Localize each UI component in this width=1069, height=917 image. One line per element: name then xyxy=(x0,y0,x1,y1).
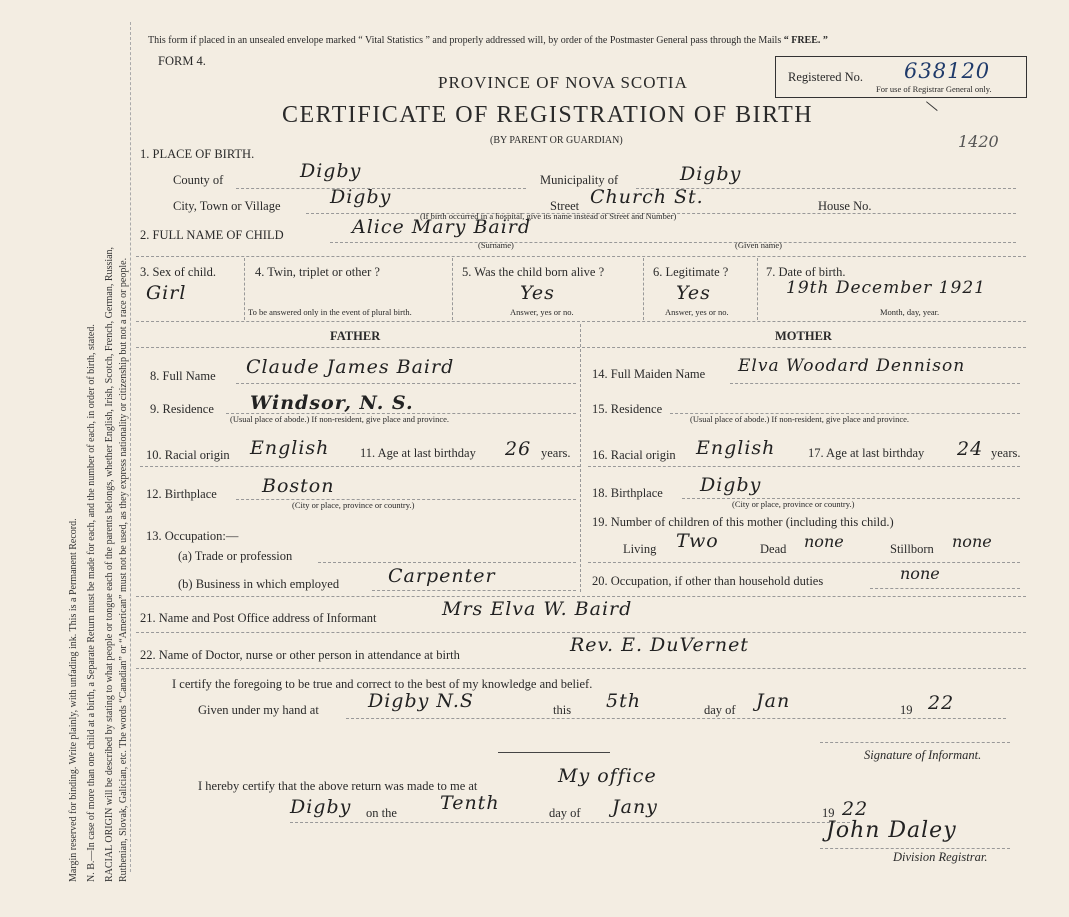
mother-living-value: Two xyxy=(676,530,719,552)
mother-years: years. xyxy=(991,446,1021,460)
father-years: years. xyxy=(541,446,571,460)
given-label: Given under my hand at xyxy=(198,703,319,717)
informant-value: Mrs Elva W. Baird xyxy=(442,598,633,620)
alive-value: Yes xyxy=(520,282,555,304)
mother-dead-label: Dead xyxy=(760,542,787,556)
father-residence-label: 9. Residence xyxy=(150,402,214,416)
legit-label: 6. Legitimate ? xyxy=(653,265,729,279)
margin-line-3: RACIAL ORIGIN will be described by stating to what people or tongue each of the parents belongs, whether English, Irish, Scotch, French, German, Russian, xyxy=(104,246,115,882)
registrar-year-prefix: 19 xyxy=(822,806,835,820)
mother-birthplace-note: (City or place, province or country.) xyxy=(732,499,855,509)
mother-birthplace-value: Digby xyxy=(700,474,762,496)
mail-free: “ FREE. ” xyxy=(783,35,828,46)
registrar-place: My office xyxy=(558,765,657,787)
margin-line-2: N. B.—In case of more than one child at a birth, a Separate Return must be made for each, and the number of each, in order of birth, stated. xyxy=(86,324,97,882)
legit-value: Yes xyxy=(676,282,711,304)
mail-notice-text: This form if placed in an unsealed envelope marked “ Vital Statistics ” and properly addressed will, by order of the Postmaster General pass through the Mails xyxy=(148,35,784,46)
month-value: Jan xyxy=(756,690,791,712)
margin-divider xyxy=(130,22,131,872)
mother-residence-note: (Usual place of abode.) If non-resident, give place and province. xyxy=(690,414,910,424)
this-value: 5th xyxy=(606,690,641,712)
form-number: FORM 4. xyxy=(158,54,206,68)
registrar-day: Tenth xyxy=(440,792,500,814)
date-label: 7. Date of birth. xyxy=(766,265,846,279)
signature-label: Signature of Informant. xyxy=(864,748,982,762)
mother-stillborn-value: none xyxy=(952,532,992,551)
mother-age-value: 24 xyxy=(957,438,984,460)
county-value: Digby xyxy=(300,160,362,182)
mother-residence-label: 15. Residence xyxy=(592,402,663,416)
mother-age-label: 17. Age at last birthday xyxy=(808,446,925,460)
margin-line-1: Margin reserved for binding. Write plainly, with unfading ink. This is a Permanent Record. xyxy=(68,518,79,882)
child-name-label: 2. FULL NAME OF CHILD xyxy=(140,228,284,242)
father-heading: FATHER xyxy=(330,329,381,343)
father-trade-label: (a) Trade or profession xyxy=(178,549,293,563)
date-note: Month, day, year. xyxy=(880,307,940,317)
day-of-label: day of xyxy=(704,703,736,717)
father-business-label: (b) Business in which employed xyxy=(178,577,340,591)
father-name-value: Claude James Baird xyxy=(246,356,455,378)
registrar-month: Jany xyxy=(612,796,658,818)
mother-occupation-label: 20. Occupation, if other than household duties xyxy=(592,574,824,588)
father-racial-label: 10. Racial origin xyxy=(146,448,230,462)
this-label: this xyxy=(553,703,572,717)
father-name-label: 8. Full Name xyxy=(150,369,216,383)
informant-label: 21. Name and Post Office address of Informant xyxy=(140,611,377,625)
legit-note: Answer, yes or no. xyxy=(665,307,729,317)
registrar-on-the: on the xyxy=(366,806,397,820)
alive-label: 5. Was the child born alive ? xyxy=(462,265,605,279)
father-occupation-label: 13. Occupation:— xyxy=(146,529,239,543)
father-age-value: 26 xyxy=(505,438,532,460)
municipality-value: Digby xyxy=(680,163,742,185)
mother-heading: MOTHER xyxy=(775,329,832,343)
form-frame xyxy=(136,28,1028,878)
twin-label: 4. Twin, triplet or other ? xyxy=(255,265,380,279)
given-place: Digby N.S xyxy=(368,690,474,712)
house-label: House No. xyxy=(818,199,872,213)
doctor-value: Rev. E. DuVernet xyxy=(570,634,749,656)
sex-label: 3. Sex of child. xyxy=(140,265,217,279)
pencil-mark: / xyxy=(921,99,944,113)
father-birthplace-value: Boston xyxy=(262,475,335,497)
father-business-value: Carpenter xyxy=(388,565,496,587)
certificate-subtitle: (BY PARENT OR GUARDIAN) xyxy=(490,135,623,146)
province-title: PROVINCE OF NOVA SCOTIA xyxy=(438,73,688,92)
county-label: County of xyxy=(173,173,224,187)
registered-label: Registered No. xyxy=(788,70,863,84)
year-prefix: 19 xyxy=(900,703,913,717)
mother-name-label: 14. Full Maiden Name xyxy=(592,367,706,381)
registrar-title: Division Registrar. xyxy=(893,850,988,864)
registrar-year: 22 xyxy=(842,798,869,820)
doctor-label: 22. Name of Doctor, nurse or other person in attendance at birth xyxy=(140,648,460,662)
father-birthplace-label: 12. Birthplace xyxy=(146,487,217,501)
margin-line-4: Ruthenian, Slovak, Galician, etc. The words “Canadian” or “American” must not be used, as they express nationality or citizenship but not a race or people. xyxy=(118,257,129,882)
child-name-value: Alice Mary Baird xyxy=(352,216,532,238)
street-label: Street xyxy=(550,199,580,213)
year-value: 22 xyxy=(928,692,955,714)
mother-occupation-value: none xyxy=(900,564,940,583)
city-label: City, Town or Village xyxy=(173,199,281,213)
mother-dead-value: none xyxy=(804,532,844,551)
mother-stillborn-label: Stillborn xyxy=(890,542,934,556)
place-of-birth-label: 1. PLACE OF BIRTH. xyxy=(140,147,255,161)
alive-note: Answer, yes or no. xyxy=(510,307,574,317)
twin-note: To be answered only in the event of plural birth. xyxy=(248,307,412,317)
mother-living-label: Living xyxy=(623,542,657,556)
registrar-statement: I hereby certify that the above return was made to me at xyxy=(198,779,478,793)
mother-birthplace-label: 18. Birthplace xyxy=(592,486,663,500)
corner-number: 1420 xyxy=(958,132,999,151)
given-note: (Given name) xyxy=(735,240,782,250)
hospital-note: (If birth occurred in a hospital, give its name instead of Street and Number) xyxy=(420,211,677,221)
registered-number: 638120 xyxy=(904,59,991,83)
mother-name-value: Elva Woodard Dennison xyxy=(738,356,966,376)
certificate-title: CERTIFICATE OF REGISTRATION OF BIRTH xyxy=(282,102,814,128)
father-age-label: 11. Age at last birthday xyxy=(360,446,476,460)
mother-racial-value: English xyxy=(696,437,776,459)
registrar-day-of: day of xyxy=(549,806,581,820)
street-value: Church St. xyxy=(590,186,704,208)
registrar-town: Digby xyxy=(290,796,352,818)
registrar-signature: John Daley xyxy=(826,818,957,843)
municipality-label: Municipality of xyxy=(540,173,619,187)
father-residence-value: Windsor, N. S. xyxy=(250,392,414,414)
mother-children-label: 19. Number of children of this mother (including this child.) xyxy=(592,515,894,529)
certify-statement: I certify the foregoing to be true and correct to the best of my knowledge and belief. xyxy=(172,677,593,691)
registered-note: For use of Registrar General only. xyxy=(876,84,992,94)
date-value: 19th December 1921 xyxy=(786,278,986,298)
mother-racial-label: 16. Racial origin xyxy=(592,448,676,462)
father-racial-value: English xyxy=(250,437,330,459)
surname-note: (Surname) xyxy=(478,240,514,250)
sex-value: Girl xyxy=(146,282,187,304)
father-birthplace-note: (City or place, province or country.) xyxy=(292,500,415,510)
father-residence-note: (Usual place of abode.) If non-resident, give place and province. xyxy=(230,414,450,424)
city-value: Digby xyxy=(330,186,392,208)
